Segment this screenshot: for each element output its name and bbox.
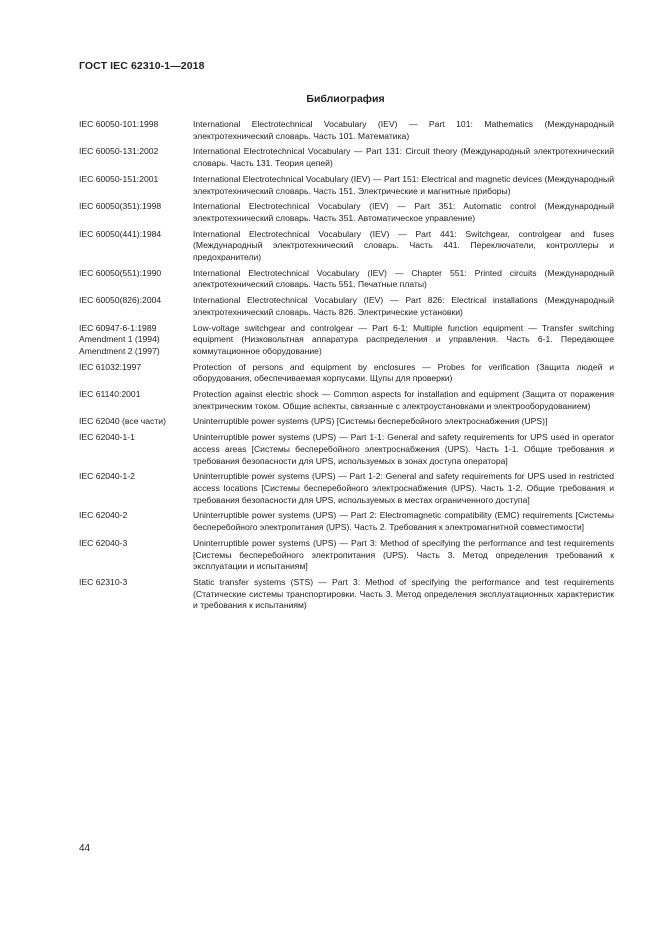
entry-description: International Electrotechnical Vocabulary (IEV) — Part 441: Switchgear, controlgear and fuses (Международный электротехнический словарь. Часть 441. Переключатели, контроллеры и предохранители) bbox=[193, 228, 614, 263]
entry-description: Protection of persons and equipment by enclosures — Probes for verification (Защита людей и оборудования, обеспечиваемая корпусами. Щупы для проверки) bbox=[193, 361, 614, 384]
entry-description: International Electrotechnical Vocabulary — Part 131: Circuit theory (Международный электротехнический словарь. Часть 131. Теория цепей) bbox=[193, 146, 614, 169]
entry-description: Protection against electric shock — Common aspects for installation and equipment (Защита от поражения электрическим током. Общие аспекты, связанные с электроустановками и электрооборудованием) bbox=[193, 389, 614, 411]
entry-description: International Electrotechnical Vocabulary (IEV) — Part 151: Electrical and magnetic devices (Международный электротехнический словарь. Часть 151. Электрические и магнитные приборы) bbox=[193, 173, 614, 196]
bibliography-entry bbox=[79, 119, 614, 142]
entry-reference: IEC 62040-2 bbox=[79, 510, 128, 521]
bibliography-entry bbox=[79, 229, 614, 264]
bibliography-entry bbox=[79, 323, 614, 358]
entry-reference: IEC 60050-151:2001 bbox=[79, 173, 159, 184]
entry-description: International Electrotechnical Vocabulary (IEV) — Part 826: Electrical installations (Международный электротехнический словарь. Часть 826. Электрические установки) bbox=[193, 295, 614, 317]
bibliography-entry bbox=[79, 577, 614, 612]
bibliography-entry bbox=[79, 362, 614, 385]
section-title: Библиография bbox=[306, 93, 385, 105]
entry-reference: IEC 60050-131:2002 bbox=[79, 146, 159, 157]
entry-reference: IEC 61140:2001 bbox=[79, 389, 141, 400]
entry-description: Uninterruptible power systems (UPS) — Part 3: Method of specifying the performance and test requirements [Системы бесперебойного электропитания (UPS). Часть 3. Метод определения требований к эксплуатации и испытаниям] bbox=[193, 537, 614, 572]
bibliography-entry bbox=[79, 174, 614, 197]
bibliography-entry bbox=[79, 268, 614, 291]
bibliography-entry bbox=[79, 295, 614, 318]
entry-reference: IEC 62040-1-2 bbox=[79, 471, 135, 482]
bibliography-entry bbox=[79, 432, 614, 467]
bibliography-list bbox=[79, 119, 614, 616]
entry-reference: IEC 60050(826):2004 bbox=[79, 295, 162, 306]
entry-reference: IEC 60947-6-1:1989 Amendment 1 (1994) Amendment 2 (1997) bbox=[79, 322, 160, 356]
bibliography-entry bbox=[79, 146, 614, 169]
entry-reference: IEC 62040-1-1 bbox=[79, 432, 135, 443]
entry-description: Low-voltage switchgear and controlgear — Part 6-1: Multiple function equipment — Transfer switching equipment (Низковольтная аппаратура распределения и управления. Часть 6-1. Передающее коммутационное оборудование) bbox=[193, 322, 614, 356]
entry-reference: IEC 61032:1997 bbox=[79, 361, 142, 372]
entry-reference: IEC 60050(551):1990 bbox=[79, 267, 162, 278]
bibliography-entry bbox=[79, 510, 614, 533]
entry-description: Static transfer systems (STS) — Part 3: Method of specifying the performance and test requirements (Статические системы транспортировки. Часть 3. Метод определения эксплуатационных характеристик и требования к испытаниям) bbox=[193, 576, 614, 611]
bibliography-entry bbox=[79, 471, 614, 506]
entry-description: Uninterruptible power systems (UPS) — Part 1-2: General and safety requirements for UPS used in restricted access locations [Системы бесперебойного электроснабжения (UPS). Часть 1-2. Общие требования и требования безопасности для UPS, используемых в местах ограниченного доступа] bbox=[193, 471, 614, 505]
bibliography-entry bbox=[79, 389, 614, 412]
entry-description: Uninterruptible power systems (UPS) — Part 2: Electromagnetic compatibility (EMC) requirements [Системы бесперебойного электропитания (UPS). Часть 2. Требования к электромагнитной совместимости] bbox=[193, 510, 614, 533]
bibliography-entry bbox=[79, 538, 614, 573]
bibliography-entry bbox=[79, 201, 614, 224]
entry-reference: IEC 62040-3 bbox=[79, 537, 128, 548]
entry-description: Uninterruptible power systems (UPS) [Системы бесперебойного электроснабжения (UPS)] bbox=[193, 416, 548, 427]
entry-description: Uninterruptible power systems (UPS) — Part 1-1: General and safety requirements for UPS used in operator access areas [Системы бесперебойного электроснабжения (UPS). Часть 1-1. Общие требования и требования безопасности для UPS, используемых в зонах доступа оператора] bbox=[193, 432, 614, 466]
document-header: ГОСТ IEC 62310-1—2018 bbox=[79, 60, 205, 72]
entry-reference: IEC 62310-3 bbox=[79, 576, 128, 587]
entry-reference: IEC 62040 (все части) bbox=[79, 416, 166, 427]
entry-reference: IEC 60050(441):1984 bbox=[79, 228, 162, 239]
page-number: 44 bbox=[79, 843, 91, 854]
entry-description: International Electrotechnical Vocabulary (IEV) — Part 101: Mathematics (Международный электротехнический словарь. Часть 101. Математика) bbox=[193, 119, 614, 141]
entry-reference: IEC 60050(351):1998 bbox=[79, 201, 162, 212]
entry-description: International Electrotechnical Vocabulary (IEV) — Part 351: Automatic control (Международный электротехнический словарь. Часть 351. Автоматическое управление) bbox=[193, 201, 614, 223]
bibliography-entry bbox=[79, 416, 614, 428]
entry-description: International Electrotechnical Vocabulary (IEV) — Chapter 551: Printed circuits (Международный электротехнический словарь. Часть 551. Печатные платы) bbox=[193, 267, 614, 290]
entry-reference: IEC 60050-101:1998 bbox=[79, 119, 159, 129]
